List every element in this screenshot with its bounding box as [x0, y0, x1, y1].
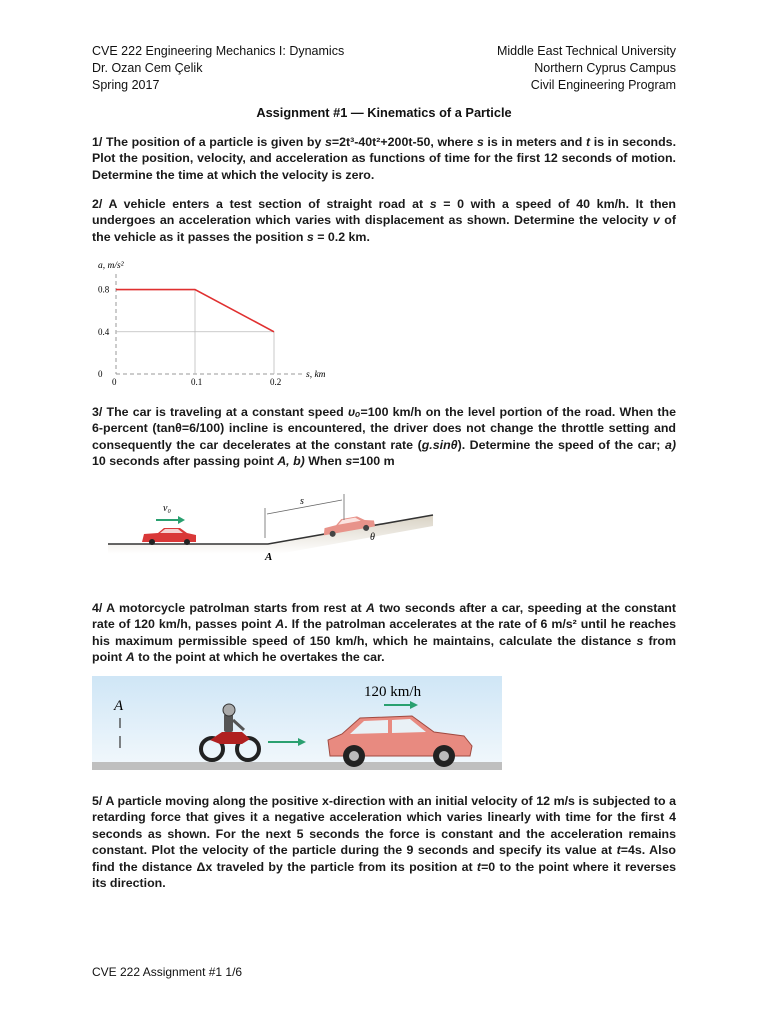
y-tick-label-2: 0.8 — [98, 284, 110, 295]
motorcycle-car-figure — [92, 676, 502, 778]
program-name: Civil Engineering Program — [530, 78, 676, 92]
incline-figure — [108, 478, 438, 568]
p4-text-c: . If the patrolman accelerates at the rate of 6 m/s² until he reaches his maximum permissible speed of 150 km/h, which he maintains, calculate the distance — [92, 617, 676, 648]
p5-var-t2: t — [476, 859, 482, 874]
x-tick-label-1: 0.1 — [191, 377, 203, 387]
assignment-title: Assignment #1 — Kinematics of a Particle — [256, 105, 512, 120]
p4-text-a: 4/ A motorcycle patrolman starts from rest at — [92, 601, 366, 615]
chart-xlabel: s, km — [306, 370, 326, 380]
x-tick-label-0: 0 — [112, 377, 117, 387]
p3-part-b: b) — [289, 454, 305, 469]
header-left — [92, 43, 344, 94]
campus-name: Northern Cyprus Campus — [534, 61, 676, 75]
p5-text-b: =4s. Also find the distance Δx traveled by the particle from its position at — [92, 843, 676, 874]
p3-var-g: g.sinθ — [421, 437, 458, 452]
speed-label: 120 km/h — [364, 684, 422, 700]
page-footer: CVE 222 Assignment #1 1/6 — [92, 965, 243, 979]
p1-var-s: s — [324, 135, 332, 149]
university-name: Middle East Technical University — [496, 44, 676, 58]
p1-var-t: t — [585, 135, 591, 149]
p4-point-a2: A — [275, 617, 285, 632]
p3-text-a: 3/ The car is traveling at a constant speed — [92, 405, 348, 419]
p4-point-a3: A — [125, 650, 135, 665]
point-a-label: A — [265, 551, 273, 563]
car-level-icon — [142, 528, 196, 545]
p2-text-b: = 0 with a speed of 40 km/h. It then undergoes an acceleration which varies with displacement as shown. Determine the velocity — [92, 197, 677, 228]
p1-text-b: is in meters and — [483, 135, 586, 149]
problem-3 — [92, 404, 676, 470]
header-right — [497, 43, 676, 94]
acceleration-chart — [92, 252, 352, 392]
point-a-label: A — [114, 698, 124, 714]
problem-5 — [92, 793, 676, 891]
velocity-arrow-icon — [156, 516, 185, 524]
theta-label: θ — [370, 532, 375, 543]
p3-text-f: =100 m — [352, 454, 395, 469]
y-tick-label-0: 0 — [98, 369, 103, 379]
s-label: s — [300, 496, 304, 507]
p3-part-a: a) — [664, 437, 676, 452]
chart-ylabel: a, m/s² — [98, 261, 124, 271]
x-tick-label-2: 0.2 — [270, 377, 282, 387]
p3-text-b: =100 km/h on the level portion of the road. When the 6-percent (tanθ=6/100) incline is encountered, the driver does not change the throttle setting and consequently the car decelerates at the constant rate ( — [92, 405, 676, 452]
p4-var-s: s — [636, 633, 644, 648]
p2-var-s: s — [429, 197, 437, 211]
p1-var-s2: s — [476, 135, 484, 149]
p3-text-e: When — [304, 454, 346, 469]
p3-var-s: s — [345, 454, 353, 469]
p3-point-a: A, — [277, 454, 290, 469]
p5-text-c: =0 to the point where it reverses its direction. — [92, 859, 676, 891]
problem-2 — [92, 196, 676, 245]
p3-text-c: ). Determine the speed of the car; — [457, 437, 665, 452]
p5-text-a: 5/ A particle moving along the positive x-direction with an initial velocity of 12 m/s is subjected to a retarding force that gives it a negative acceleration which varies linearly with time for the first 4 seconds as shown. For the next 5 seconds the force is constant and the acceleration remains constant. Plot the velocity of the particle during the 9 seconds and specify its value at — [92, 794, 676, 858]
p4-text-b: two seconds after a car, speeding at the constant rate of 120 km/h, passes point — [92, 601, 677, 632]
p2-var-v: v — [652, 213, 660, 228]
problem-1 — [92, 134, 676, 183]
term: Spring 2017 — [92, 78, 160, 92]
p2-text-c: of the vehicle as it passes the position — [92, 213, 676, 244]
p1-text-a: 1/ The position of a particle is given by — [92, 135, 325, 149]
p3-text-d: 10 seconds after passing point — [92, 454, 278, 469]
p3-var-v0: υₒ — [347, 405, 361, 419]
p2-text-a: 2/ A vehicle enters a test section of straight road at — [92, 197, 430, 211]
y-tick-label-1: 0.4 — [98, 326, 110, 337]
p4-text-d: from point — [92, 633, 676, 665]
p4-text-e: to the point at which he overtakes the car. — [134, 650, 385, 665]
p1-text-c: is in seconds. Plot the position, velocity, and acceleration as functions of time for the first 12 seconds of motion. Determine the time at which the velocity is zero. — [92, 135, 677, 182]
problem-4 — [92, 600, 676, 666]
p4-point-a1: A — [365, 601, 375, 615]
p1-equation: =2t³-40t²+200t-50, where — [331, 135, 477, 149]
p2-var-s2: s — [306, 229, 314, 244]
dimension-line-s — [267, 500, 342, 514]
course-name: CVE 222 Engineering Mechanics I: Dynamics — [92, 44, 345, 58]
v0-label: v₀ — [163, 503, 171, 514]
instructor-name: Dr. Ozan Cem Çelik — [92, 61, 203, 75]
p2-text-d: = 0.2 km. — [313, 229, 370, 244]
p5-var-t: t — [616, 843, 621, 858]
